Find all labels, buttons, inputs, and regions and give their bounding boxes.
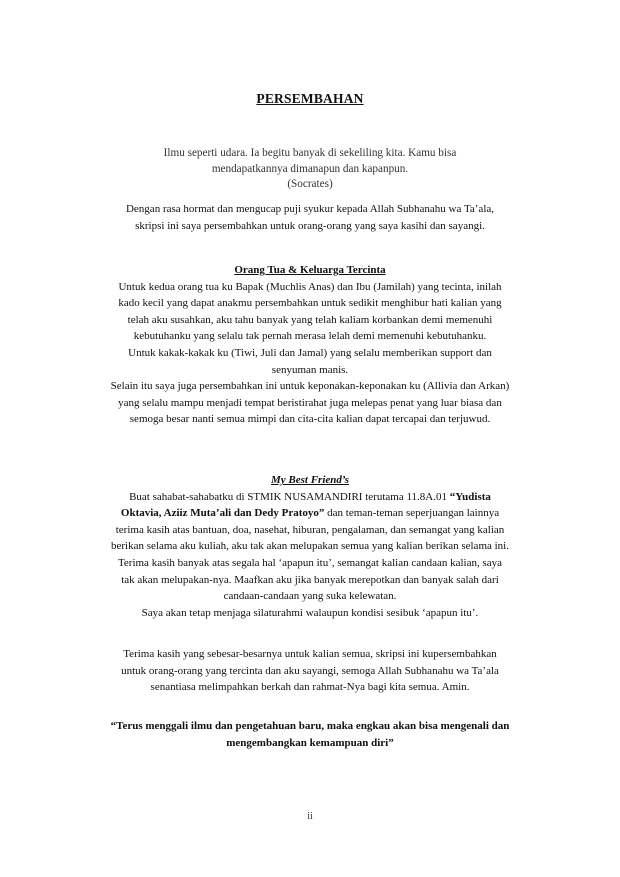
page-number: ii: [307, 811, 313, 822]
friends-p1-prefix: Buat sahabat-sahabatku di STMIK NUSAMANDIRI terutama 11.8A.01: [129, 490, 450, 503]
epigraph-line-2: mendapatkannya dimanapun dan kapanpun.: [211, 162, 409, 175]
family-paragraph-2: Untuk kakak-kakak ku (Tiwi, Juli dan Jamal) yang selalu memberikan support dan senyuman manis.: [128, 346, 492, 376]
epigraph-line-1: Ilmu seperti udara. Ia begitu banyak di sekeliling kita. Kamu bisa: [163, 147, 457, 159]
family-section: [110, 262, 510, 428]
closing-text: Terima kasih yang sebesar-besarnya untuk kalian semua, skripsi ini kupersembahkan untuk orang-orang yang tercinta dan aku sayangi, semoga Allah Subhanahu wa Ta’ala senantiasa melimpahkan berkah dan rahmat-Nya bagi kita semua. Amin.: [121, 648, 499, 694]
friends-heading: My Best Friend’s: [270, 474, 350, 486]
page-title: PERSEMBAHAN: [256, 91, 364, 106]
intro-text: Dengan rasa hormat dan mengucap puji syukur kepada Allah Subhanahu wa Ta’ala, skripsi ini saya persembahkan untuk orang-orang yang saya kasihi dan sayangi.: [125, 203, 495, 232]
epigraph: [140, 146, 480, 193]
friends-names: “Yudista Oktavia, Aziiz Muta’ali dan Dedy Pratoyo”: [120, 490, 491, 520]
family-paragraph-1: Untuk kedua orang tua ku Bapak (Muchlis Anas) dan Ibu (Jamilah) yang tecinta, inilah kado kecil yang dapat anakmu persembahkan untuk sedikit menghibur hati kalian yang telah aku susahkan, aku tahu banyak yang telah kaliam korbankan demi memenuhi kebutuhanku yang selalu tak pernah merasa lelah demi memenuhi kebutuhanku.: [118, 280, 502, 343]
motto-text: “Terus menggali ilmu dan pengetahuan baru, maka engkau akan bisa mengenali dan mengembangkan kemampuan diri”: [110, 720, 510, 749]
intro-paragraph: [110, 201, 510, 234]
friends-paragraph-1: [110, 489, 510, 555]
epigraph-author: (Socrates): [287, 178, 333, 190]
closing-paragraph: [110, 646, 510, 696]
friends-p1-suffix: dan teman-teman seperjuangan lainnya terima kasih atas bantuan, doa, nasehat, hiburan, pengalaman, dan semangat yang kalian berikan selama aku kuliah, aku tak akan melupakan semua yang kalian berikan selama ini.: [111, 507, 509, 553]
motto-paragraph: [110, 718, 510, 751]
family-heading: Orang Tua & Keluarga Tercinta: [234, 264, 386, 276]
family-paragraph-3: Selain itu saya juga persembahkan ini untuk keponakan-keponakan ku (Allivia dan Arkan) yang selalu mampu menjadi tempat beristirahat juga melepas penat yang luar biasa dan semoga besar nanti semua mimpi dan cita-cita kalian dapat tercapai dan terjuwud.: [110, 380, 510, 426]
friends-section: [110, 472, 510, 621]
friends-paragraph-2: Terima kasih banyak atas segala hal ‘apapun itu’, semangat kalian candaan kalian, saya tak akan melupakan-nya. Maafkan aku jika banyak merepotkan dan banyak salah dari candaan-candaan yang suka kelewatan.: [117, 556, 503, 603]
friends-paragraph-3: Saya akan tetap menjaga silaturahmi walaupun kondisi sesibuk ‘apapun itu’.: [141, 606, 479, 619]
